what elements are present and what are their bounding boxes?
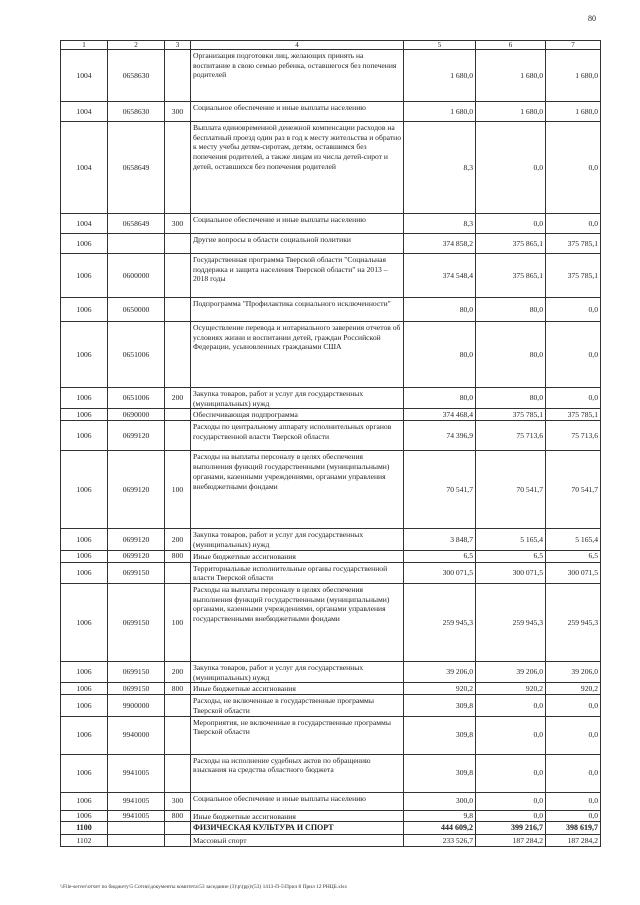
section-code-cell: 1006 <box>61 810 108 822</box>
table-row <box>61 562 601 583</box>
amount-2018-cell: 300 071,5 <box>546 562 601 583</box>
description-cell: Обеспечивающая подпрограмма <box>191 409 404 421</box>
description-cell: Подпрограмма "Профилактика социального исключенности" <box>191 298 404 322</box>
expense-type-cell <box>165 562 191 583</box>
amount-2016-cell: 920,2 <box>404 683 476 695</box>
amount-2017-cell: 375 865,1 <box>476 234 546 254</box>
table-row <box>61 754 601 792</box>
amount-2017-cell: 187 284,2 <box>476 835 546 847</box>
amount-2017-cell: 399 216,7 <box>476 822 546 835</box>
file-path-footer: \\File-server\отчет по бюджету\5 Сотни\документы комитета\53 заседание (3)\р\(рр)\(53) 1413-П-5\Прил 8 Прил 12 РНЦБ.xlsx <box>60 884 348 890</box>
description-cell: Осуществление перевода и нотариального заверения отчетов об условиях жизни и воспитании детей, граждан Российской Федерации, усыновленных гражданами США <box>191 322 404 388</box>
description-cell: Территориальные исполнительные органы государственной власти Тверской области <box>191 562 404 583</box>
expense-type-cell <box>165 254 191 298</box>
section-code-cell: 1006 <box>61 234 108 254</box>
amount-2017-cell: 80,0 <box>476 298 546 322</box>
target-code-cell: 0699120 <box>108 421 165 451</box>
section-code-cell: 1004 <box>61 50 108 102</box>
section-code-cell: 1006 <box>61 451 108 529</box>
amount-2016-cell: 8,3 <box>404 214 476 234</box>
amount-2016-cell: 309,8 <box>404 754 476 792</box>
amount-2016-cell: 1 680,0 <box>404 102 476 122</box>
section-code-cell: 1006 <box>61 322 108 388</box>
table-row <box>61 835 601 847</box>
section-code-cell: 1006 <box>61 716 108 754</box>
description-cell: Социальное обеспечение и иные выплаты населению <box>191 102 404 122</box>
table-row <box>61 102 601 122</box>
amount-2017-cell: 1 680,0 <box>476 50 546 102</box>
target-code-cell: 9900000 <box>108 695 165 716</box>
table-row <box>61 388 601 409</box>
amount-2018-cell: 0,0 <box>546 754 601 792</box>
expense-type-cell <box>165 322 191 388</box>
section-code-cell: 1006 <box>61 409 108 421</box>
amount-2016-cell: 444 609,2 <box>404 822 476 835</box>
table-row <box>61 683 601 695</box>
amount-2018-cell: 259 945,3 <box>546 584 601 662</box>
amount-2017-cell: 80,0 <box>476 388 546 409</box>
description-cell: Закупка товаров, работ и услуг для государственных (муниципальных) нужд <box>191 388 404 409</box>
amount-2017-cell: 5 165,4 <box>476 529 546 550</box>
expense-type-cell: 100 <box>165 584 191 662</box>
expense-type-cell: 300 <box>165 214 191 234</box>
amount-2016-cell: 74 396,9 <box>404 421 476 451</box>
expense-type-cell <box>165 234 191 254</box>
description-cell: Выплата единовременной денежной компенсации расходов на бесплатный проезд один раз в год к месту жительства и обратно к месту учебы детям-сиротам, детям, оставшимся без попечения родителей, а также лицам из числа детей-сирот и детей, оставшихся без попечения родителей <box>191 122 404 214</box>
amount-2017-cell: 920,2 <box>476 683 546 695</box>
section-code-cell: 1004 <box>61 214 108 234</box>
header-cell: 4 <box>191 41 404 50</box>
expense-type-cell <box>165 409 191 421</box>
amount-2017-cell: 300 071,5 <box>476 562 546 583</box>
amount-2018-cell: 0,0 <box>546 792 601 810</box>
target-code-cell: 0699120 <box>108 529 165 550</box>
amount-2018-cell: 398 619,7 <box>546 822 601 835</box>
description-cell: Закупка товаров, работ и услуг для государственных (муниципальных) нужд <box>191 662 404 683</box>
description-cell: Иные бюджетные ассигнования <box>191 810 404 822</box>
expense-type-cell: 200 <box>165 388 191 409</box>
description-cell: Другие вопросы в области социальной политики <box>191 234 404 254</box>
description-cell: Расходы на исполнение судебных актов по обращению взыскания на средства областного бюджета <box>191 754 404 792</box>
amount-2017-cell: 259 945,3 <box>476 584 546 662</box>
target-code-cell: 0699150 <box>108 584 165 662</box>
amount-2017-cell: 0,0 <box>476 214 546 234</box>
description-cell: Расходы на выплаты персоналу в целях обеспечения выполнения функций государственными (муниципальными) органами, казенными учреждениями, органами управления государственными внебюджетными фондами <box>191 584 404 662</box>
section-code-cell: 1006 <box>61 584 108 662</box>
table-row <box>61 550 601 562</box>
target-code-cell: 0699120 <box>108 550 165 562</box>
budget-table <box>60 40 601 847</box>
amount-2018-cell: 6,5 <box>546 550 601 562</box>
amount-2016-cell: 9,8 <box>404 810 476 822</box>
description-cell: Расходы по центральному аппарату исполнительных органов государственной власти Тверской области <box>191 421 404 451</box>
header-cell: 3 <box>165 41 191 50</box>
amount-2017-cell: 6,5 <box>476 550 546 562</box>
amount-2016-cell: 80,0 <box>404 388 476 409</box>
amount-2016-cell: 3 848,7 <box>404 529 476 550</box>
target-code-cell: 0690000 <box>108 409 165 421</box>
amount-2018-cell: 0,0 <box>546 214 601 234</box>
amount-2016-cell: 300 071,5 <box>404 562 476 583</box>
target-code-cell: 0600000 <box>108 254 165 298</box>
amount-2018-cell: 5 165,4 <box>546 529 601 550</box>
expense-type-cell <box>165 835 191 847</box>
description-cell: Иные бюджетные ассигнования <box>191 683 404 695</box>
section-code-cell: 1100 <box>61 822 108 835</box>
target-code-cell: 0699150 <box>108 662 165 683</box>
section-code-cell: 1006 <box>61 792 108 810</box>
amount-2016-cell: 70 541,7 <box>404 451 476 529</box>
section-code-cell: 1006 <box>61 695 108 716</box>
table-row <box>61 409 601 421</box>
expense-type-cell: 800 <box>165 550 191 562</box>
target-code-cell <box>108 835 165 847</box>
amount-2017-cell: 0,0 <box>476 754 546 792</box>
target-code-cell: 0658630 <box>108 102 165 122</box>
table-row <box>61 662 601 683</box>
section-code-cell: 1006 <box>61 529 108 550</box>
expense-type-cell <box>165 50 191 102</box>
table-row <box>61 822 601 835</box>
expense-type-cell <box>165 822 191 835</box>
header-cell: 6 <box>476 41 546 50</box>
amount-2017-cell: 80,0 <box>476 322 546 388</box>
section-code-cell: 1006 <box>61 683 108 695</box>
amount-2018-cell: 0,0 <box>546 716 601 754</box>
expense-type-cell: 200 <box>165 662 191 683</box>
table-row <box>61 584 601 662</box>
amount-2017-cell: 1 680,0 <box>476 102 546 122</box>
table-row <box>61 50 601 102</box>
amount-2016-cell: 1 680,0 <box>404 50 476 102</box>
amount-2018-cell: 0,0 <box>546 388 601 409</box>
description-cell: Закупка товаров, работ и услуг для государственных (муниципальных) нужд <box>191 529 404 550</box>
amount-2018-cell: 1 680,0 <box>546 50 601 102</box>
target-code-cell: 0650000 <box>108 298 165 322</box>
expense-type-cell <box>165 298 191 322</box>
description-cell: Мероприятия, не включенные в государственные программы Тверской области <box>191 716 404 754</box>
amount-2018-cell: 75 713,6 <box>546 421 601 451</box>
amount-2018-cell: 375 785,1 <box>546 409 601 421</box>
amount-2018-cell: 920,2 <box>546 683 601 695</box>
expense-type-cell <box>165 421 191 451</box>
amount-2017-cell: 0,0 <box>476 792 546 810</box>
section-code-cell: 1004 <box>61 102 108 122</box>
target-code-cell: 0651006 <box>108 388 165 409</box>
section-code-cell: 1006 <box>61 254 108 298</box>
section-code-cell: 1006 <box>61 754 108 792</box>
table-row <box>61 421 601 451</box>
table-row <box>61 451 601 529</box>
description-cell: Расходы, не включенные в государственные программы Тверской области <box>191 695 404 716</box>
section-code-cell: 1004 <box>61 122 108 214</box>
page-number: 80 <box>588 14 596 23</box>
expense-type-cell: 300 <box>165 792 191 810</box>
amount-2018-cell: 0,0 <box>546 122 601 214</box>
target-code-cell: 0651006 <box>108 322 165 388</box>
amount-2017-cell: 39 206,0 <box>476 662 546 683</box>
header-cell: 1 <box>61 41 108 50</box>
description-cell: ФИЗИЧЕСКАЯ КУЛЬТУРА И СПОРТ <box>191 822 404 835</box>
amount-2016-cell: 80,0 <box>404 322 476 388</box>
amount-2016-cell: 309,8 <box>404 695 476 716</box>
table-row <box>61 298 601 322</box>
description-cell: Социальное обеспечение и иные выплаты населению <box>191 792 404 810</box>
table-row <box>61 322 601 388</box>
target-code-cell: 9941005 <box>108 810 165 822</box>
header-cell: 7 <box>546 41 601 50</box>
description-cell: Расходы на выплаты персоналу в целях обеспечения выполнения функций государственными (муниципальными) органами, казенными учреждениями, органами управления внебюджетными фондами <box>191 451 404 529</box>
table-row <box>61 792 601 810</box>
table-row <box>61 716 601 754</box>
section-code-cell: 1006 <box>61 298 108 322</box>
amount-2018-cell: 0,0 <box>546 810 601 822</box>
description-cell: Массовый спорт <box>191 835 404 847</box>
expense-type-cell: 100 <box>165 451 191 529</box>
amount-2017-cell: 70 541,7 <box>476 451 546 529</box>
amount-2018-cell: 375 785,1 <box>546 254 601 298</box>
section-code-cell: 1006 <box>61 388 108 409</box>
section-code-cell: 1006 <box>61 550 108 562</box>
header-cell: 5 <box>404 41 476 50</box>
amount-2018-cell: 0,0 <box>546 298 601 322</box>
amount-2017-cell: 375 785,1 <box>476 409 546 421</box>
expense-type-cell: 800 <box>165 810 191 822</box>
expense-type-cell <box>165 695 191 716</box>
target-code-cell <box>108 822 165 835</box>
section-code-cell: 1006 <box>61 562 108 583</box>
amount-2016-cell: 80,0 <box>404 298 476 322</box>
amount-2018-cell: 187 284,2 <box>546 835 601 847</box>
amount-2018-cell: 0,0 <box>546 695 601 716</box>
header-row <box>61 41 601 50</box>
expense-type-cell: 800 <box>165 683 191 695</box>
expense-type-cell: 300 <box>165 102 191 122</box>
expense-type-cell <box>165 716 191 754</box>
amount-2018-cell: 375 785,1 <box>546 234 601 254</box>
table-row <box>61 122 601 214</box>
target-code-cell: 0658649 <box>108 214 165 234</box>
expense-type-cell <box>165 754 191 792</box>
target-code-cell: 0699150 <box>108 562 165 583</box>
amount-2017-cell: 0,0 <box>476 810 546 822</box>
amount-2017-cell: 0,0 <box>476 122 546 214</box>
expense-type-cell <box>165 122 191 214</box>
amount-2016-cell: 259 945,3 <box>404 584 476 662</box>
amount-2016-cell: 6,5 <box>404 550 476 562</box>
target-code-cell: 0658649 <box>108 122 165 214</box>
target-code-cell: 9941005 <box>108 792 165 810</box>
section-code-cell: 1102 <box>61 835 108 847</box>
amount-2017-cell: 75 713,6 <box>476 421 546 451</box>
amount-2017-cell: 0,0 <box>476 695 546 716</box>
target-code-cell: 9940000 <box>108 716 165 754</box>
amount-2018-cell: 1 680,0 <box>546 102 601 122</box>
amount-2016-cell: 374 858,2 <box>404 234 476 254</box>
target-code-cell: 0699120 <box>108 451 165 529</box>
expense-type-cell: 200 <box>165 529 191 550</box>
amount-2018-cell: 70 541,7 <box>546 451 601 529</box>
header-cell: 2 <box>108 41 165 50</box>
target-code-cell <box>108 234 165 254</box>
description-cell: Организация подготовки лиц, желающих принять на воспитание в свою семью ребенка, оставшегося без попечения родителей <box>191 50 404 102</box>
table-row <box>61 810 601 822</box>
target-code-cell: 9941005 <box>108 754 165 792</box>
target-code-cell: 0699150 <box>108 683 165 695</box>
amount-2017-cell: 0,0 <box>476 716 546 754</box>
table-row <box>61 234 601 254</box>
table-row <box>61 695 601 716</box>
amount-2018-cell: 39 206,0 <box>546 662 601 683</box>
amount-2016-cell: 39 206,0 <box>404 662 476 683</box>
amount-2016-cell: 309,8 <box>404 716 476 754</box>
target-code-cell: 0658630 <box>108 50 165 102</box>
amount-2016-cell: 374 548,4 <box>404 254 476 298</box>
table-row <box>61 254 601 298</box>
description-cell: Иные бюджетные ассигнования <box>191 550 404 562</box>
amount-2016-cell: 300,0 <box>404 792 476 810</box>
amount-2016-cell: 233 526,7 <box>404 835 476 847</box>
section-code-cell: 1006 <box>61 662 108 683</box>
table-row <box>61 529 601 550</box>
amount-2018-cell: 0,0 <box>546 322 601 388</box>
description-cell: Государственная программа Тверской области "Социальная поддержка и защита населения Тверской области" на 2013 – 2018 годы <box>191 254 404 298</box>
amount-2017-cell: 375 865,1 <box>476 254 546 298</box>
description-cell: Социальное обеспечение и иные выплаты населению <box>191 214 404 234</box>
table-row <box>61 214 601 234</box>
amount-2016-cell: 8,3 <box>404 122 476 214</box>
amount-2016-cell: 374 468,4 <box>404 409 476 421</box>
section-code-cell: 1006 <box>61 421 108 451</box>
